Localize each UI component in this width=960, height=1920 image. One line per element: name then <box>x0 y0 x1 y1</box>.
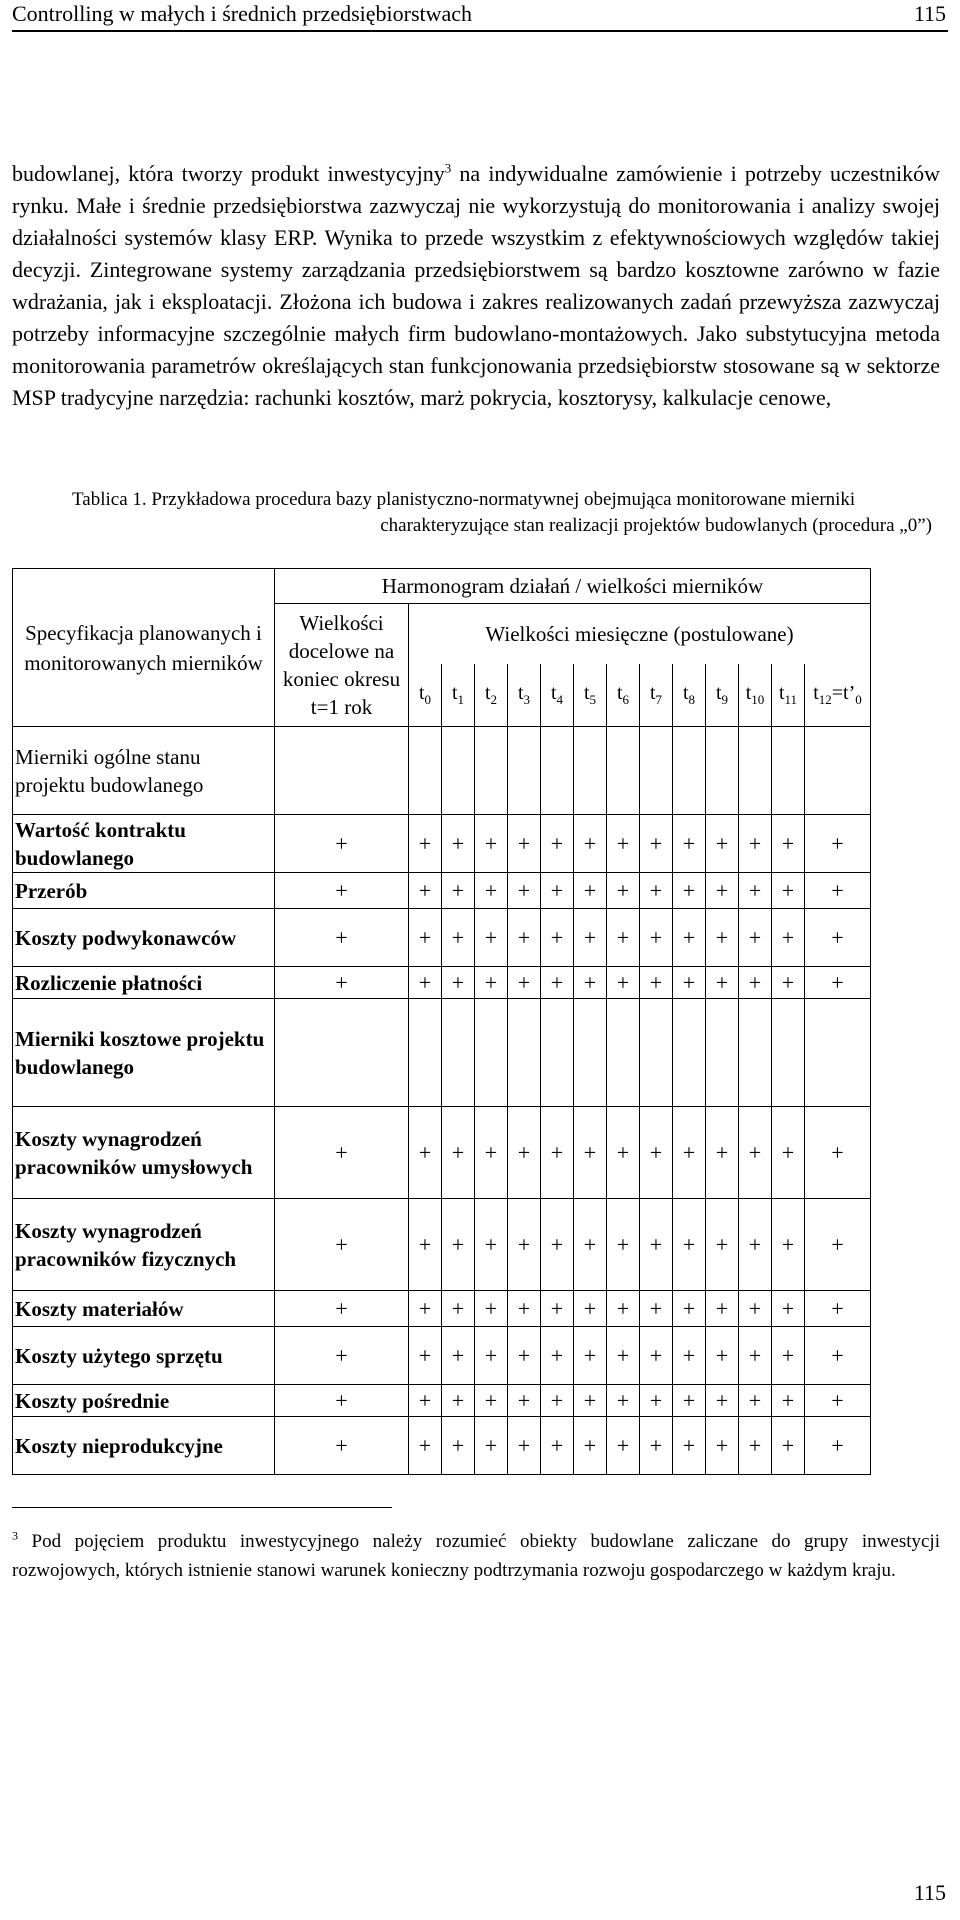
cell-mark: + <box>541 873 574 909</box>
cell-mark <box>805 999 871 1107</box>
cell-mark: + <box>706 1417 739 1475</box>
cell-mark: + <box>706 1199 739 1291</box>
cell-mark <box>541 727 574 815</box>
body-text-part2: na indywidualne zamówienie i potrzeby uczestników rynku. Małe i średnie przedsiębiorstwa zazwyczaj nie wykorzystują do monitorowania i analizy swojej działalności systemów klasy ERP. Wynika to przede wszystkim z efektywnościowych względów takiej decyzji. Zintegrowane systemy zarządzania przedsiębiorstwem są bardzo kosztowne zarówno w fazie wdrażania, jak i eksploatacji. Złożona ich budowa i zakres realizowanych zadań przewyższa zazwyczaj potrzeby informacyjne szczególnie małych firm budowlano-montażowych. Jako substytucyjna metoda monitorowania parametrów określających stan funkcjonowania przedsiębiorstw stosowane są w sektorze MSP tradycyjne narzędzia: rachunki kosztów, marż pokrycia, kosztorysy, kalkulacje cenowe, <box>12 161 940 410</box>
schedule-header-cell: Harmonogram działań / wielkości mierników <box>275 569 871 604</box>
cell-mark <box>442 999 475 1107</box>
row-label: Koszty pośrednie <box>13 1385 275 1417</box>
period-header-7: $t_7$ <box>640 664 673 727</box>
monthly-header-cell: Wielkości miesięczne (postulowane) <box>409 604 871 665</box>
cell-mark: + <box>275 873 409 909</box>
cell-mark: + <box>409 909 442 967</box>
cell-mark: + <box>805 1291 871 1327</box>
running-title: Controlling w małych i średnich przedsiębiorstwach <box>12 1 473 26</box>
row-label: Koszty podwykonawców <box>13 909 275 967</box>
cell-mark: + <box>772 815 805 873</box>
footnote-reference[interactable]: 3 <box>444 160 452 176</box>
cell-mark: + <box>574 1291 607 1327</box>
table-caption <box>72 487 932 539</box>
cell-mark <box>607 999 640 1107</box>
cell-mark: + <box>508 1291 541 1327</box>
cell-mark: + <box>640 1417 673 1475</box>
cell-mark: + <box>739 1107 772 1199</box>
cell-mark: + <box>409 873 442 909</box>
page-number: 115 <box>913 1880 946 1905</box>
period-header-1: $t_1$ <box>442 664 475 727</box>
cell-mark <box>475 999 508 1107</box>
cell-mark: + <box>508 1327 541 1385</box>
cell-mark: + <box>409 1291 442 1327</box>
cell-mark: + <box>805 1199 871 1291</box>
cell-mark: + <box>475 967 508 999</box>
cell-mark: + <box>673 1327 706 1385</box>
cell-mark: + <box>805 873 871 909</box>
cell-mark: + <box>442 909 475 967</box>
cell-mark: + <box>275 1107 409 1199</box>
cell-mark: + <box>739 873 772 909</box>
cell-mark: + <box>607 909 640 967</box>
period-header-10: $t_{10}$ <box>739 664 772 727</box>
table-row <box>13 1291 871 1327</box>
cell-mark: + <box>508 1417 541 1475</box>
cell-mark: + <box>574 967 607 999</box>
cell-mark: + <box>772 909 805 967</box>
cell-mark: + <box>442 1385 475 1417</box>
cell-mark: + <box>275 1291 409 1327</box>
cell-mark <box>640 999 673 1107</box>
cell-mark: + <box>574 909 607 967</box>
cell-mark: + <box>739 1327 772 1385</box>
cell-mark: + <box>442 1107 475 1199</box>
cell-mark: + <box>574 1107 607 1199</box>
cell-mark: + <box>640 815 673 873</box>
cell-mark: + <box>475 1417 508 1475</box>
cell-mark <box>574 999 607 1107</box>
cell-mark: + <box>640 1199 673 1291</box>
cell-mark <box>409 727 442 815</box>
cell-mark: + <box>673 1385 706 1417</box>
measures-table <box>12 568 871 1475</box>
cell-mark: + <box>275 1327 409 1385</box>
cell-mark: + <box>442 1199 475 1291</box>
cell-mark: + <box>805 815 871 873</box>
period-header-12: $t_{12}=t’_0$ <box>805 664 871 727</box>
cell-mark: + <box>739 1417 772 1475</box>
cell-mark: + <box>409 815 442 873</box>
cell-mark <box>805 727 871 815</box>
period-header-9: $t_9$ <box>706 664 739 727</box>
cell-mark: + <box>541 1107 574 1199</box>
cell-mark: + <box>442 873 475 909</box>
cell-mark: + <box>607 873 640 909</box>
cell-mark: + <box>805 1327 871 1385</box>
cell-mark <box>409 999 442 1107</box>
cell-mark: + <box>673 1199 706 1291</box>
cell-mark: + <box>739 909 772 967</box>
table-row <box>13 999 871 1107</box>
cell-mark: + <box>772 1291 805 1327</box>
cell-mark: + <box>739 1385 772 1417</box>
cell-mark: + <box>409 1385 442 1417</box>
cell-mark: + <box>409 1107 442 1199</box>
spec-header-cell: Specyfikacja planowanych i monitorowanych mierników <box>13 569 275 727</box>
cell-mark: + <box>673 1291 706 1327</box>
period-header-6: $t_6$ <box>607 664 640 727</box>
cell-mark: + <box>275 909 409 967</box>
cell-mark: + <box>739 815 772 873</box>
cell-mark: + <box>409 1327 442 1385</box>
cell-mark: + <box>541 1199 574 1291</box>
cell-mark: + <box>640 967 673 999</box>
cell-mark <box>706 727 739 815</box>
cell-mark: + <box>673 1417 706 1475</box>
cell-mark: + <box>772 873 805 909</box>
cell-mark: + <box>640 1107 673 1199</box>
cell-mark: + <box>640 873 673 909</box>
cell-mark: + <box>706 1327 739 1385</box>
cell-mark: + <box>508 815 541 873</box>
table-row <box>13 1107 871 1199</box>
cell-mark: + <box>706 1385 739 1417</box>
cell-mark: + <box>607 1385 640 1417</box>
cell-mark: + <box>607 815 640 873</box>
table-row <box>13 873 871 909</box>
cell-mark <box>706 999 739 1107</box>
cell-mark <box>275 999 409 1107</box>
header-page-number: 115 <box>913 1 946 26</box>
cell-mark: + <box>772 967 805 999</box>
cell-mark: + <box>739 1199 772 1291</box>
table-row <box>13 1327 871 1385</box>
cell-mark: + <box>574 1385 607 1417</box>
cell-mark: + <box>475 1291 508 1327</box>
cell-mark: + <box>805 1107 871 1199</box>
cell-mark <box>508 999 541 1107</box>
cell-mark: + <box>772 1107 805 1199</box>
cell-mark: + <box>475 909 508 967</box>
period-header-11: $t_{11}$ <box>772 664 805 727</box>
cell-mark: + <box>574 1327 607 1385</box>
cell-mark: + <box>772 1327 805 1385</box>
cell-mark: + <box>772 1199 805 1291</box>
cell-mark <box>574 727 607 815</box>
cell-mark: + <box>475 1327 508 1385</box>
footnote-number: 3 <box>12 1528 18 1543</box>
cell-mark <box>673 727 706 815</box>
cell-mark: + <box>706 1291 739 1327</box>
cell-mark: + <box>508 1107 541 1199</box>
cell-mark: + <box>541 815 574 873</box>
cell-mark: + <box>409 967 442 999</box>
cell-mark: + <box>805 1385 871 1417</box>
cell-mark <box>275 727 409 815</box>
cell-mark: + <box>475 1385 508 1417</box>
row-label: Rozliczenie płatności <box>13 967 275 999</box>
cell-mark: + <box>772 1385 805 1417</box>
cell-mark <box>607 727 640 815</box>
cell-mark: + <box>673 909 706 967</box>
row-label: Przerób <box>13 873 275 909</box>
running-header <box>12 0 948 32</box>
body-text-part1: budowlanej, która tworzy produkt inwestycyjny <box>12 161 445 186</box>
cell-mark: + <box>805 967 871 999</box>
cell-mark: + <box>508 1385 541 1417</box>
cell-mark: + <box>739 967 772 999</box>
cell-mark: + <box>607 1107 640 1199</box>
cell-mark: + <box>541 1385 574 1417</box>
table-row <box>13 909 871 967</box>
cell-mark: + <box>442 815 475 873</box>
cell-mark <box>508 727 541 815</box>
cell-mark <box>772 727 805 815</box>
caption-line-2: charakteryzujące stan realizacji projektów budowlanych (procedura „0”) <box>380 515 932 536</box>
cell-mark: + <box>275 815 409 873</box>
cell-mark: + <box>673 967 706 999</box>
cell-mark: + <box>508 909 541 967</box>
row-label: Koszty wynagrodzeń pracowników umysłowych <box>13 1107 275 1199</box>
cell-mark: + <box>275 1385 409 1417</box>
cell-mark: + <box>541 1327 574 1385</box>
cell-mark <box>739 727 772 815</box>
cell-mark: + <box>574 1417 607 1475</box>
cell-mark: + <box>673 873 706 909</box>
cell-mark: + <box>805 1417 871 1475</box>
cell-mark: + <box>673 1107 706 1199</box>
body-paragraph <box>12 158 940 414</box>
cell-mark: + <box>275 1417 409 1475</box>
cell-mark: + <box>442 1291 475 1327</box>
cell-mark: + <box>541 1417 574 1475</box>
cell-mark: + <box>409 1199 442 1291</box>
caption-line-1: Tablica 1. Przykładowa procedura bazy planistyczno-normatywnej obejmująca monitorowane mierniki <box>72 489 856 510</box>
cell-mark: + <box>508 967 541 999</box>
row-label: Wartość kontraktu budowlanego <box>13 815 275 873</box>
cell-mark: + <box>574 1199 607 1291</box>
row-label: Koszty wynagrodzeń pracowników fizycznych <box>13 1199 275 1291</box>
period-header-0: $t_0$ <box>409 664 442 727</box>
period-header-3: $t_3$ <box>508 664 541 727</box>
row-label: Koszty materiałów <box>13 1291 275 1327</box>
cell-mark: + <box>442 967 475 999</box>
cell-mark <box>739 999 772 1107</box>
cell-mark: + <box>475 815 508 873</box>
cell-mark <box>772 999 805 1107</box>
footnote <box>12 1527 940 1585</box>
target-header-cell: Wielkości docelowe na koniec okresu t=1 rok <box>275 604 409 727</box>
cell-mark: + <box>640 1291 673 1327</box>
cell-mark: + <box>805 909 871 967</box>
cell-mark: + <box>640 1327 673 1385</box>
cell-mark: + <box>508 1199 541 1291</box>
table-row <box>13 815 871 873</box>
cell-mark: + <box>508 873 541 909</box>
table-row <box>13 1385 871 1417</box>
cell-mark: + <box>640 1385 673 1417</box>
cell-mark: + <box>607 967 640 999</box>
period-header-2: $t_2$ <box>475 664 508 727</box>
table-row <box>13 1199 871 1291</box>
cell-mark: + <box>475 1199 508 1291</box>
cell-mark: + <box>275 967 409 999</box>
cell-mark: + <box>640 909 673 967</box>
footnote-separator <box>12 1507 392 1508</box>
cell-mark <box>541 999 574 1107</box>
cell-mark: + <box>607 1327 640 1385</box>
cell-mark <box>673 999 706 1107</box>
cell-mark <box>442 727 475 815</box>
cell-mark: + <box>442 1327 475 1385</box>
cell-mark <box>640 727 673 815</box>
cell-mark: + <box>442 1417 475 1475</box>
table-row <box>13 1417 871 1475</box>
table-row <box>13 727 871 815</box>
row-label: Mierniki kosztowe projektu budowlanego <box>13 999 275 1107</box>
cell-mark <box>475 727 508 815</box>
cell-mark: + <box>541 909 574 967</box>
cell-mark: + <box>706 873 739 909</box>
cell-mark: + <box>673 815 706 873</box>
cell-mark: + <box>574 873 607 909</box>
period-header-4: $t_4$ <box>541 664 574 727</box>
footnote-text: Pod pojęciem produktu inwestycyjnego należy rozumieć obiekty budowlane zaliczane do grupy inwestycji rozwojowych, których istnienie stanowi warunek konieczny podtrzymania rozwoju gospodarczego w każdym kraju. <box>12 1531 940 1581</box>
table-row <box>13 967 871 999</box>
row-label: Mierniki ogólne stanu projektu budowlanego <box>13 727 275 815</box>
cell-mark: + <box>607 1199 640 1291</box>
cell-mark: + <box>607 1291 640 1327</box>
cell-mark: + <box>475 873 508 909</box>
cell-mark: + <box>574 815 607 873</box>
cell-mark: + <box>772 1417 805 1475</box>
cell-mark: + <box>607 1417 640 1475</box>
cell-mark: + <box>706 909 739 967</box>
row-label: Koszty użytego sprzętu <box>13 1327 275 1385</box>
cell-mark: + <box>706 967 739 999</box>
cell-mark: + <box>706 815 739 873</box>
cell-mark: + <box>541 1291 574 1327</box>
period-header-8: $t_8$ <box>673 664 706 727</box>
row-label: Koszty nieprodukcyjne <box>13 1417 275 1475</box>
cell-mark: + <box>275 1199 409 1291</box>
cell-mark: + <box>706 1107 739 1199</box>
cell-mark: + <box>475 1107 508 1199</box>
period-header-5: $t_5$ <box>574 664 607 727</box>
cell-mark: + <box>739 1291 772 1327</box>
cell-mark: + <box>409 1417 442 1475</box>
cell-mark: + <box>541 967 574 999</box>
